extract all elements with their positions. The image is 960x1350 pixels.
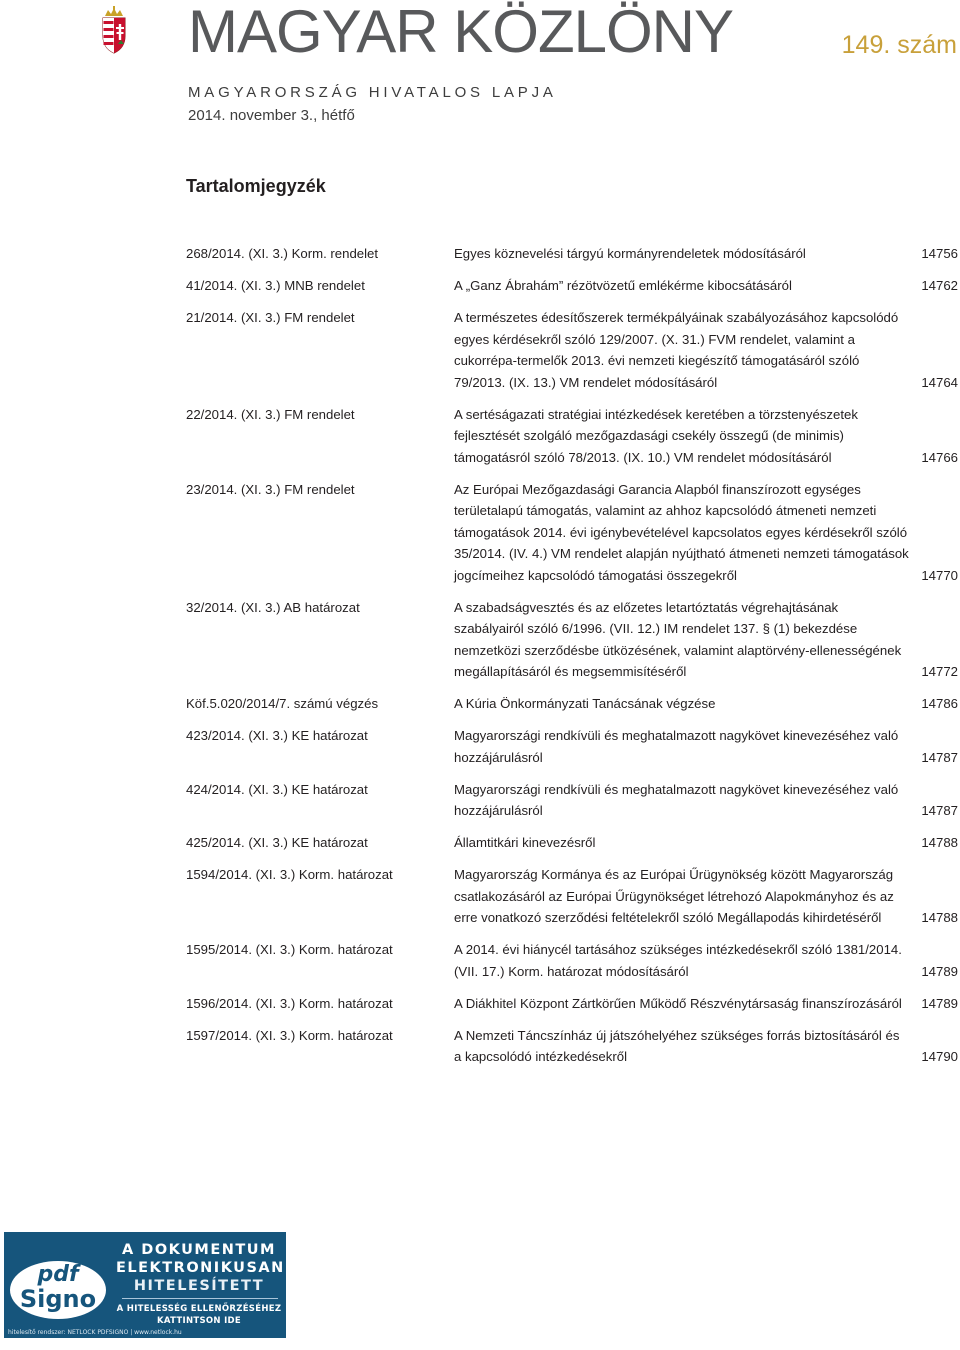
toc-entry-reference: 1597/2014. (XI. 3.) Korm. határozat xyxy=(186,1027,393,1043)
toc-entry-page: 14788 xyxy=(921,910,958,925)
toc-entry[interactable] xyxy=(186,275,960,297)
toc-entry-title: A Nemzeti Táncszínház új játszóhelyéhez szükséges forrás biztosításáról és a kapcsolódó intézkedésekről xyxy=(454,1027,900,1064)
table-of-contents xyxy=(186,243,960,1068)
toc-entry-reference: 32/2014. (XI. 3.) AB határozat xyxy=(186,599,360,615)
toc-entry-page: 14790 xyxy=(921,1049,958,1064)
badge-footer: hitelesítő rendszer: NETLOCK PDFSIGNO | www.netlock.hu xyxy=(8,1329,182,1336)
toc-entry-title: A természetes édesítőszerek termékpályáinak szabályozásához kapcsolódó egyes kérdésekről szóló 129/2007. (X. 31.) FVM rendelet, valamint a cukorrépa-termelők 2013. évi nemzeti kiegészítő támogatásáról szóló 79/2013. (IX. 13.) VM rendelet módosításáról xyxy=(454,310,899,390)
toc-entry-title: Magyarországi rendkívüli és meghatalmazott nagykövet kinevezéséhez való hozzájárulásról xyxy=(454,728,899,765)
toc-entry-page: 14764 xyxy=(921,374,958,390)
toc-entry[interactable] xyxy=(186,307,960,393)
toc-entry-title: A szabadságvesztés és az előzetes letartóztatás végrehajtásának szabályairól szóló 6/1996. (VII. 12.) IM rendelet 137. § (1) bekezdése nemzetközi szerződésbe ütközésének, valamint alaptörvény-ellenességének megállapításáról és megsemmisítéséről xyxy=(454,599,902,679)
publication-title: MAGYAR KÖZLÖNY xyxy=(188,0,733,65)
logo-text-bottom: Signo xyxy=(19,1285,97,1313)
toc-entry-title: A Diákhitel Központ Zártkörűen Működő Részvénytársaság finanszírozásáról xyxy=(454,995,902,1011)
toc-entry[interactable] xyxy=(186,993,960,1015)
toc-entry-title: A Kúria Önkormányzati Tanácsának végzése xyxy=(454,696,716,711)
badge-line-1: A DOKUMENTUM xyxy=(122,1242,276,1258)
toc-entry-page: 14787 xyxy=(921,749,958,765)
toc-entry[interactable] xyxy=(186,404,960,469)
toc-entry[interactable] xyxy=(186,939,960,982)
toc-entry-reference: 1595/2014. (XI. 3.) Korm. határozat xyxy=(186,942,393,957)
toc-entry-page: 14772 xyxy=(921,664,958,679)
toc-entry-page: 14756 xyxy=(921,246,958,261)
toc-entry-title: Államtitkári kinevezésről xyxy=(454,835,596,850)
badge-divider xyxy=(122,1298,278,1299)
toc-entry-title: Egyes köznevelési tárgyú kormányrendeletek módosításáról xyxy=(454,246,806,261)
toc-entry-title: Az Európai Mezőgazdasági Garancia Alapból finanszírozott egységes területalapú támogatás, valamint az ahhoz kapcsolódó átmeneti nemzeti támogatások 2014. évi igénybevételével kapcsolatos egyes kérdésekről szóló 35/2014. (IV. 4.) VM rendelet alapján nyújtható átmeneti nemzeti támogatások jogcímeihez kapcsolódó támogatási összegekről xyxy=(454,481,909,583)
toc-entry-page: 14786 xyxy=(921,696,958,711)
toc-entry-reference: 1594/2014. (XI. 3.) Korm. határozat xyxy=(186,867,393,882)
toc-entry-page: 14770 xyxy=(921,567,958,583)
toc-entry-title: A sertéságazati stratégiai intézkedések keretében a törzstenyészetek fejlesztését szolgáló mezőgazdasági csekély összegű (de minimis) támogatásról szóló 78/2013. (IX. 10.) VM rendelet módosításáról xyxy=(454,406,858,465)
badge-verify-text[interactable]: A HITELESSÉG ELLENŐRZÉSÉHEZ xyxy=(116,1304,282,1314)
toc-entry-reference: 1596/2014. (XI. 3.) Korm. határozat xyxy=(186,995,393,1011)
logo-text-top: pdf xyxy=(37,1262,79,1287)
publication-subtitle: MAGYARORSZÁG HIVATALOS LAPJA xyxy=(188,84,557,101)
toc-entry-reference: 423/2014. (XI. 3.) KE határozat xyxy=(186,728,368,743)
toc-entry[interactable] xyxy=(186,832,960,854)
toc-entry[interactable] xyxy=(186,597,960,683)
toc-entry[interactable] xyxy=(186,243,960,265)
badge-line-2: ELEKTRONIKUSAN xyxy=(116,1260,285,1276)
toc-entry-reference: 23/2014. (XI. 3.) FM rendelet xyxy=(186,481,355,497)
pdfsigno-logo xyxy=(10,1261,106,1319)
toc-entry[interactable] xyxy=(186,864,960,929)
toc-entry[interactable] xyxy=(186,1025,960,1068)
toc-entry-reference: 21/2014. (XI. 3.) FM rendelet xyxy=(186,310,355,325)
toc-entry[interactable] xyxy=(186,693,960,715)
authentication-badge[interactable] xyxy=(4,1232,286,1338)
issue-number: 149. szám xyxy=(841,31,957,59)
toc-entry-title: Magyarországi rendkívüli és meghatalmazott nagykövet kinevezéséhez való hozzájárulásról xyxy=(454,781,899,818)
toc-heading: Tartalomjegyzék xyxy=(186,176,326,196)
toc-entry-title: Magyarország Kormánya és az Európai Űrügynökség között Magyarország csatlakozásáról az Európai Űrügynökséget létrehozó Alapokmányhoz és az erre vonatkozó szerződési feltételekről szóló Megállapodás kihirdetéséről xyxy=(454,867,894,925)
toc-entry-page: 14789 xyxy=(921,963,958,979)
toc-entry[interactable] xyxy=(186,779,960,822)
publication-date: 2014. november 3., hétfő xyxy=(188,107,355,124)
toc-entry-page: 14787 xyxy=(921,803,958,818)
toc-entry-reference: 425/2014. (XI. 3.) KE határozat xyxy=(186,835,368,850)
toc-entry-reference: Köf.5.020/2014/7. számú végzés xyxy=(186,696,379,711)
badge-click-here-link[interactable]: KATTINTSON IDE xyxy=(156,1316,242,1326)
toc-entry-title: A „Ganz Ábrahám” rézötvözetű emlékérme kibocsátásáról xyxy=(454,278,792,293)
hungarian-coat-of-arms-icon xyxy=(97,6,131,54)
badge-line-3: HITELESÍTETT xyxy=(133,1278,265,1294)
toc-entry-page: 14762 xyxy=(921,278,958,293)
toc-entry-reference: 22/2014. (XI. 3.) FM rendelet xyxy=(186,406,355,422)
toc-entry-reference: 41/2014. (XI. 3.) MNB rendelet xyxy=(186,278,365,293)
toc-entry-page: 14788 xyxy=(921,835,958,850)
toc-entry-reference: 268/2014. (XI. 3.) Korm. rendelet xyxy=(186,246,379,261)
toc-entry-page: 14789 xyxy=(921,995,958,1011)
toc-entry[interactable] xyxy=(186,725,960,768)
toc-entry-reference: 424/2014. (XI. 3.) KE határozat xyxy=(186,781,368,797)
toc-entry[interactable] xyxy=(186,479,960,587)
toc-entry-title: A 2014. évi hiánycél tartásához szükséges intézkedésekről szóló 1381/2014. (VII. 17.) Korm. határozat módosításáról xyxy=(454,942,902,979)
toc-entry-page: 14766 xyxy=(921,449,958,465)
